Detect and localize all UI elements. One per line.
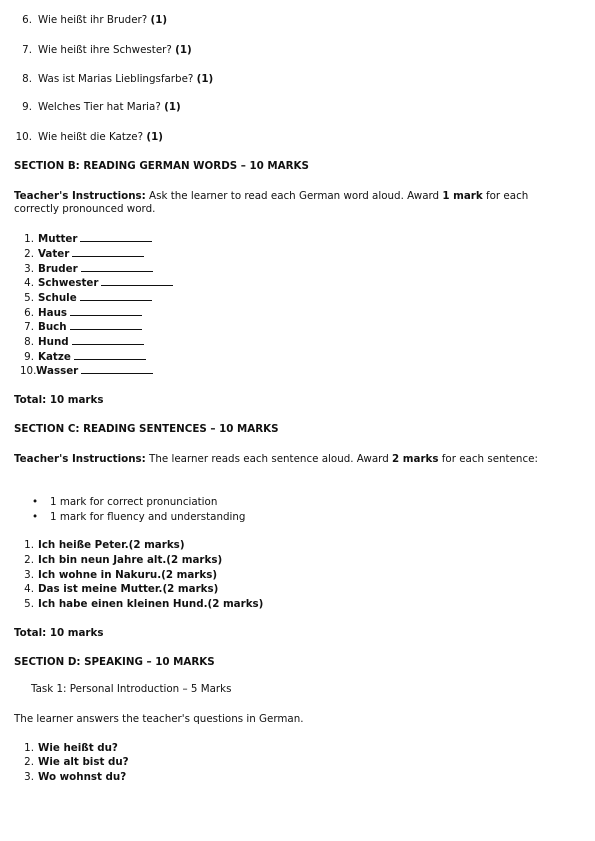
- speaking-question: 1. Wie heißt du?: [24, 742, 118, 754]
- word-item: 2. Vater: [22, 248, 144, 260]
- sentence-item: 2. Ich bin neun Jahre alt.(2 marks): [24, 554, 223, 566]
- section-d-heading: SECTION D: SPEAKING – 10 MARKS: [14, 656, 215, 668]
- word-item: 9. Katze: [22, 351, 146, 363]
- answer-line: [70, 328, 142, 330]
- speaking-question: 2. Wie alt bist du?: [24, 756, 129, 768]
- section-c-heading: SECTION C: READING SENTENCES – 10 MARKS: [14, 423, 279, 435]
- word-item: 3. Bruder: [22, 263, 153, 275]
- bullet-icon: •: [32, 496, 39, 508]
- answer-line: [81, 270, 153, 272]
- sentence-item: 1. Ich heiße Peter.(2 marks): [24, 539, 185, 551]
- sentence-item: 3. Ich wohne in Nakuru.(2 marks): [24, 569, 218, 581]
- word-item: 7. Buch: [22, 321, 142, 333]
- answer-line: [72, 343, 144, 345]
- section-c-total: Total: 10 marks: [14, 627, 104, 639]
- answer-line: [74, 358, 146, 360]
- sentence-item: 4. Das ist meine Mutter.(2 marks): [24, 583, 219, 595]
- question-item: 6. Wie heißt ihr Bruder? (1): [22, 14, 168, 26]
- task-title: Task 1: Personal Introduction – 5 Marks: [31, 683, 232, 695]
- section-b-instructions: Teacher's Instructions: Ask the learner to read each German word aloud. Award 1 mark for each correctly pronounced word.: [14, 190, 529, 215]
- section-b-total: Total: 10 marks: [14, 394, 104, 406]
- sentence-item: 5. Ich habe einen kleinen Hund.(2 marks): [24, 598, 264, 610]
- answer-line: [70, 314, 142, 316]
- question-item: 8. Was ist Marias Lieblingsfarbe? (1): [22, 73, 214, 85]
- answer-line: [81, 372, 153, 374]
- bullet-icon: •: [32, 511, 39, 523]
- answer-line: [72, 255, 144, 257]
- word-item: 8. Hund: [22, 336, 144, 348]
- section-d-intro: The learner answers the teacher's questions in German.: [14, 713, 304, 725]
- answer-line: [80, 240, 152, 242]
- bullet-item: • 1 mark for fluency and understanding: [32, 511, 246, 523]
- question-item: 9. Welches Tier hat Maria? (1): [22, 101, 181, 113]
- word-item: 4. Schwester: [22, 277, 173, 289]
- speaking-question: 3. Wo wohnst du?: [24, 771, 127, 783]
- bullet-item: • 1 mark for correct pronunciation: [32, 496, 218, 508]
- question-item: 7. Wie heißt ihre Schwester? (1): [22, 44, 192, 56]
- section-c-instructions: Teacher's Instructions: The learner reads each sentence aloud. Award 2 marks for each sentence:: [14, 453, 538, 465]
- answer-line: [101, 284, 173, 286]
- word-item: 1. Mutter: [22, 233, 152, 245]
- answer-line: [80, 299, 152, 301]
- question-item: 10. Wie heißt die Katze? (1): [15, 131, 163, 143]
- section-b-heading: SECTION B: READING GERMAN WORDS – 10 MARKS: [14, 160, 309, 172]
- word-item: 5. Schule: [22, 292, 152, 304]
- word-item: 6. Haus: [22, 307, 142, 319]
- word-item: 10.Wasser: [20, 365, 153, 377]
